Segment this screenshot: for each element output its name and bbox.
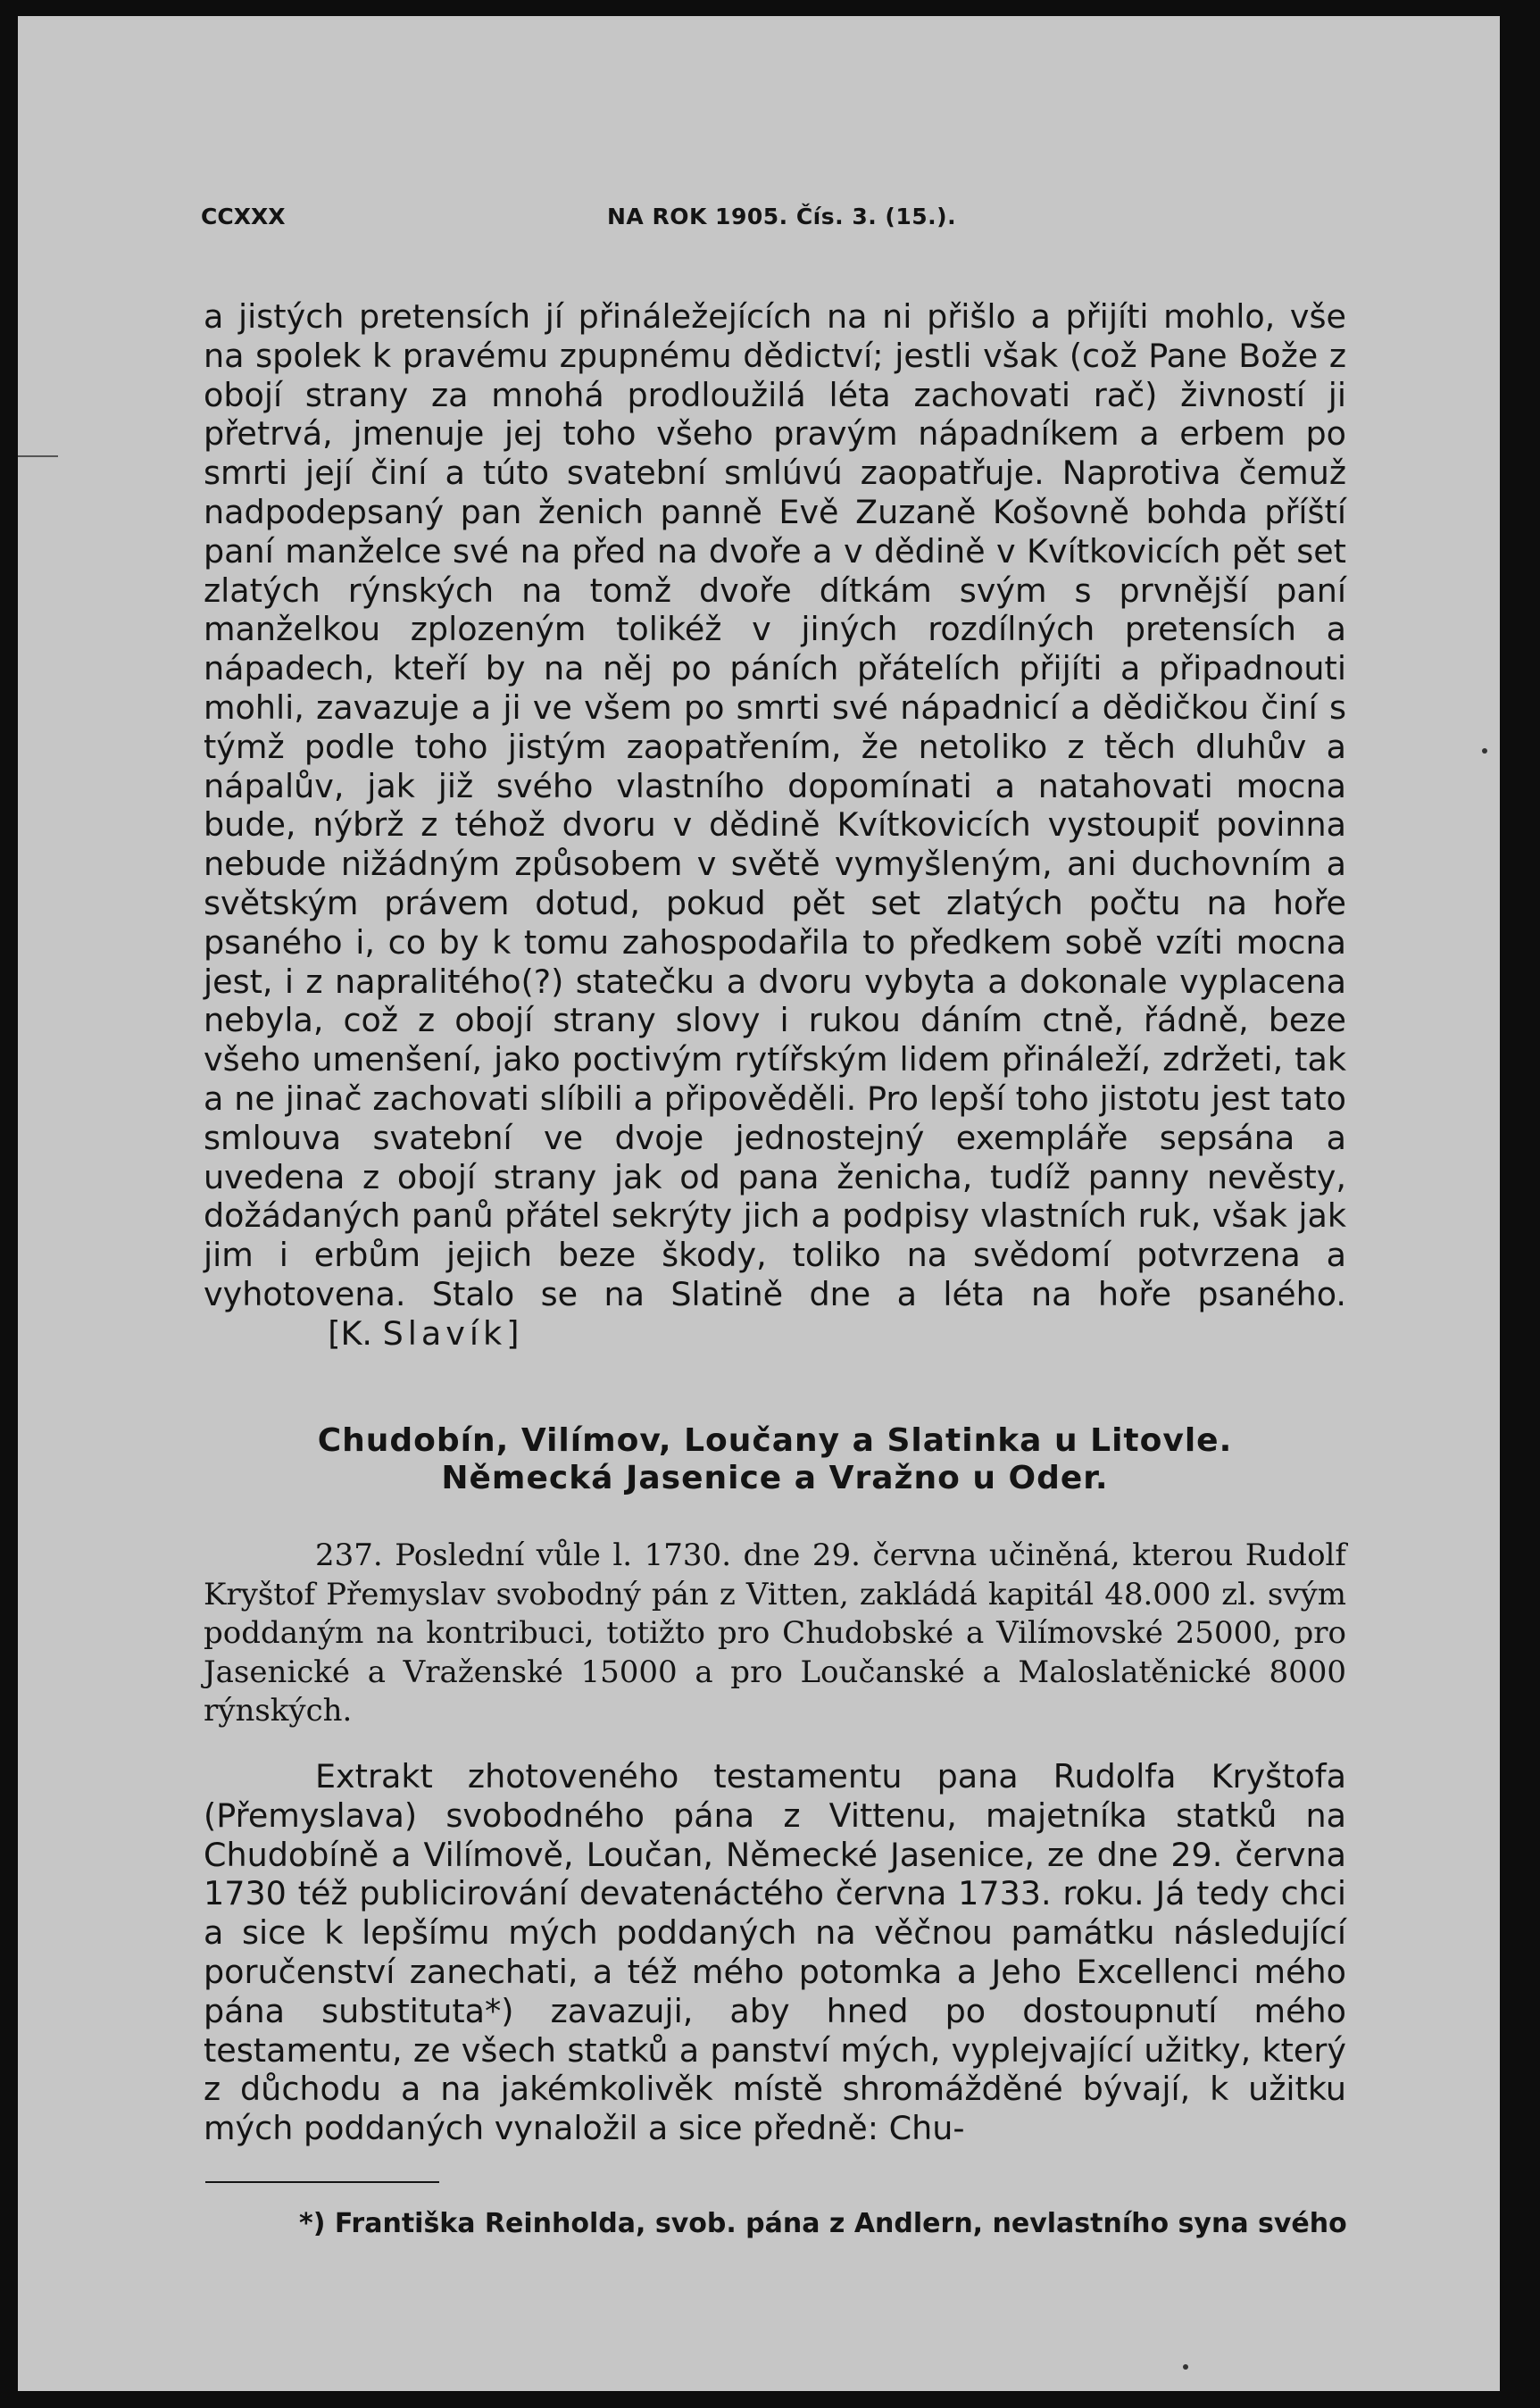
- entry-237: 237. Poslední vůle l. 1730. dne 29. června učiněná, kterou Rudolf Kryštof Přemyslav svobodný pán z Vitten, zakládá kapitál 48.000 zl. svým poddaným na kontribuci, totižto pro Chudobské a Vilímovské 25000, pro Jasenické a Vraženské 15000 a pro Loučanské a Maloslatěnické 8000 rýnských.: [204, 1537, 1346, 1729]
- signature: [204, 1314, 519, 1353]
- body-text: [204, 297, 1346, 1354]
- extrakt-paragraph: Extrakt zhotoveného testamentu pana Rudolfa Kryštofa (Přemyslava) svobodného pána z Vittenu, majetníka statků na Chudobíně a Vilímově, Loučan, Německé Jasenice, ze dne 29. června 1730 též publicirování devatenáctého června 1733. roku. Já tedy chci a sice k lepšímu mých poddaných na věčnou památku následující poručenství zanechati, a též mého potomka a Jeho Excellenci mého pána substituta*) zavazuji, aby hned po dostoupnutí mého testamentu, ze všech statků a panství mých, vyplejvající užitky, který z důchodu a na jakémkolivěk místě shromážděné bývají, k užitku mých poddaných vynaložil a sice předně: Chu-: [204, 1757, 1346, 2148]
- paragraph-1: [204, 297, 1346, 1354]
- signature-open: [K.: [328, 1313, 373, 1353]
- margin-mark: [18, 455, 58, 457]
- heading-line-2: Německá Jasenice a Vražno u Oder.: [441, 1460, 1109, 1496]
- signature-name: Slavík: [382, 1313, 507, 1353]
- speck: [1183, 2364, 1188, 2370]
- paragraph-1-text: a jistých pretensích jí přináležejících na ni přišlo a přijíti mohlo, vše na spolek k pravému zpupnému dědictví; jestli však (což Pane Bože z obojí strany za mnohá prodloužilá léta zachovati rač) živností ji přetrvá, jmenuje jej toho všeho pravým nápadníkem a erbem po smrti její činí a túto svatební smlúvú zaopatřuje. Naprotiva čemuž nadpodepsaný pan ženich panně Evě Zuzaně Košovně bohda příští paní manželce své na před na dvoře a v dědině v Kvítkovicích pět set zlatých rýnských na tomž dvoře dítkám svým s prvnější paní manželkou zplozeným tolikéž v jiných rozdílných pretensích a nápadech, kteří by na něj po páních přátelích přijíti a připadnouti mohli, zavazuje a ji ve všem po smrti své nápadnicí a dědičkou činí s týmž podle toho jistým zaopatřením, že netoliko z těch dluhův a nápalův, jak již svého vlastního dopomínati a natahovati mocna bude, nýbrž z téhož dvoru v dědině Kvítkovicích vystoupiť povinna nebude nižádným způsobem v světě vymyšleným, ani duchovním a světským právem dotud, pokud pět set zlatých počtu na hoře psaného i, co by k tomu zahospodařila to předkem sobě vzíti mocna jest, i z napralitého(?) statečku a dvoru vybyta a dokonale vyplacena nebyla, což z obojí strany slovy i rukou dáním ctně, řádně, beze všeho umenšení, jako poctivým rytířským lidem přináleží, zdržeti, tak a ne jinač zachovati slíbili a připověděli. Pro lepší toho jistotu jest tato smlouva svatební ve dvoje jednostejný exempláře sepsána a uvedena z obojí strany jak od pana ženicha, tudíž panny nevěsty, dožádaných panů přátel sekrýty jich a podpisy vlastních ruk, však jak jim i erbům jejich beze škody, toliko na svědomí potvrzena a vyhotovena. Stalo se na Slatině dne a léta na hoře psaného.: [204, 297, 1346, 1313]
- page-number: CCXXX: [201, 204, 286, 229]
- heading-line-1: Chudobín, Vilímov, Loučany a Slatinka u Litovle.: [317, 1422, 1233, 1459]
- section-heading: [204, 1422, 1346, 1497]
- scanned-page: [18, 16, 1500, 2391]
- speck: [1482, 748, 1487, 754]
- running-title: NA ROK 1905. Čís. 3. (15.).: [607, 204, 957, 229]
- signature-close: ]: [506, 1313, 520, 1353]
- footnote: *) Františka Reinholda, svob. pána z Andlern, nevlastního syna svého: [299, 2208, 1347, 2239]
- footnote-rule: [205, 2181, 439, 2183]
